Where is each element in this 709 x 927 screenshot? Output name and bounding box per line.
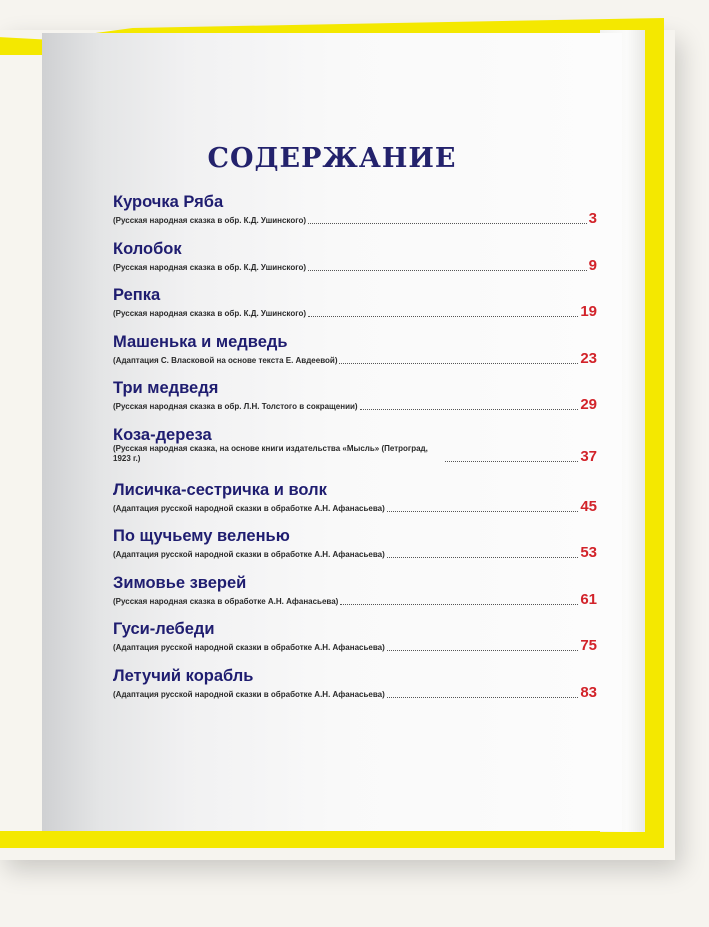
toc-entry[interactable] xyxy=(113,426,597,481)
dot-leader xyxy=(339,362,578,364)
page-number: 53 xyxy=(580,544,597,561)
page-number: 29 xyxy=(580,396,597,413)
contents-page xyxy=(42,33,622,831)
dot-leader xyxy=(308,269,587,271)
page-number: 37 xyxy=(580,447,597,465)
entry-title: Зимовье зверей xyxy=(113,573,247,592)
entry-subtitle: (Русская народная сказка в обработке А.Н. Афанасьева) xyxy=(113,596,339,606)
page-number: 3 xyxy=(588,210,597,227)
dot-leader xyxy=(387,556,579,558)
dot-leader xyxy=(340,603,578,605)
dot-leader xyxy=(360,408,579,410)
dot-leader xyxy=(387,649,579,651)
entry-title: Летучий корабль xyxy=(113,666,254,685)
entry-subtitle: (Русская народная сказка, на основе книги издательства «Мысль» (Петроград, 1923 г.) xyxy=(113,443,428,463)
table-of-contents xyxy=(113,193,597,713)
dot-leader xyxy=(387,696,579,698)
toc-entry[interactable] xyxy=(113,379,597,426)
entry-subtitle: (Русская народная сказка в обр. К.Д. Ушинского) xyxy=(113,216,306,225)
toc-entry[interactable] xyxy=(113,667,597,714)
entry-title: Гуси-лебеди xyxy=(113,620,215,638)
page-number: 75 xyxy=(580,637,597,654)
entry-subtitle: (Адаптация русской народной сказки в обработке А.Н. Афанасьева) xyxy=(113,689,385,699)
previous-page-edge xyxy=(0,55,42,831)
entry-subtitle: (Адаптация русской народной сказки в обработке А.Н. Афанасьева) xyxy=(113,503,385,513)
entry-title: По щучьему веленью xyxy=(113,527,290,545)
toc-entry[interactable] xyxy=(113,481,597,528)
entry-subtitle: (Русская народная сказка в обр. Л.Н. Толстого в сокращении) xyxy=(113,402,358,411)
toc-entry[interactable] xyxy=(113,286,597,333)
entry-title: Коза-дереза xyxy=(113,425,212,444)
entry-title: Машенька и медведь xyxy=(113,332,288,351)
toc-entry[interactable] xyxy=(113,527,597,574)
entry-title: Три медведя xyxy=(113,379,219,397)
toc-entry[interactable] xyxy=(113,620,597,667)
toc-entry[interactable] xyxy=(113,240,597,287)
page-number: 23 xyxy=(580,349,597,367)
toc-entry[interactable] xyxy=(113,193,597,240)
entry-subtitle: (Адаптация русской народной сказки в обработке А.Н. Афанасьева) xyxy=(113,643,385,652)
entry-title: Лисичка-сестричка и волк xyxy=(113,480,327,499)
dot-leader xyxy=(445,460,578,462)
dot-leader xyxy=(308,222,587,224)
page-number: 19 xyxy=(580,303,597,320)
entry-subtitle: (Русская народная сказка в обр. К.Д. Ушинского) xyxy=(113,262,306,272)
toc-entry[interactable] xyxy=(113,574,597,621)
entry-subtitle: (Адаптация русской народной сказки в обработке А.Н. Афанасьева) xyxy=(113,550,385,559)
entry-title: Курочка Ряба xyxy=(113,193,224,211)
entry-title: Репка xyxy=(113,286,161,304)
toc-entry[interactable] xyxy=(113,333,597,380)
entry-title: Колобок xyxy=(113,239,182,258)
dot-leader xyxy=(308,315,578,317)
page-number: 83 xyxy=(580,683,597,701)
page-number: 45 xyxy=(580,497,597,515)
dot-leader xyxy=(387,510,579,512)
page-title: СОДЕРЖАНИЕ xyxy=(207,143,457,174)
page-number: 61 xyxy=(580,590,597,608)
page-number: 9 xyxy=(588,256,597,274)
entry-subtitle: (Адаптация С. Власковой на основе текста Е. Авдеевой) xyxy=(113,355,338,365)
entry-subtitle: (Русская народная сказка в обр. К.Д. Ушинского) xyxy=(113,309,306,318)
